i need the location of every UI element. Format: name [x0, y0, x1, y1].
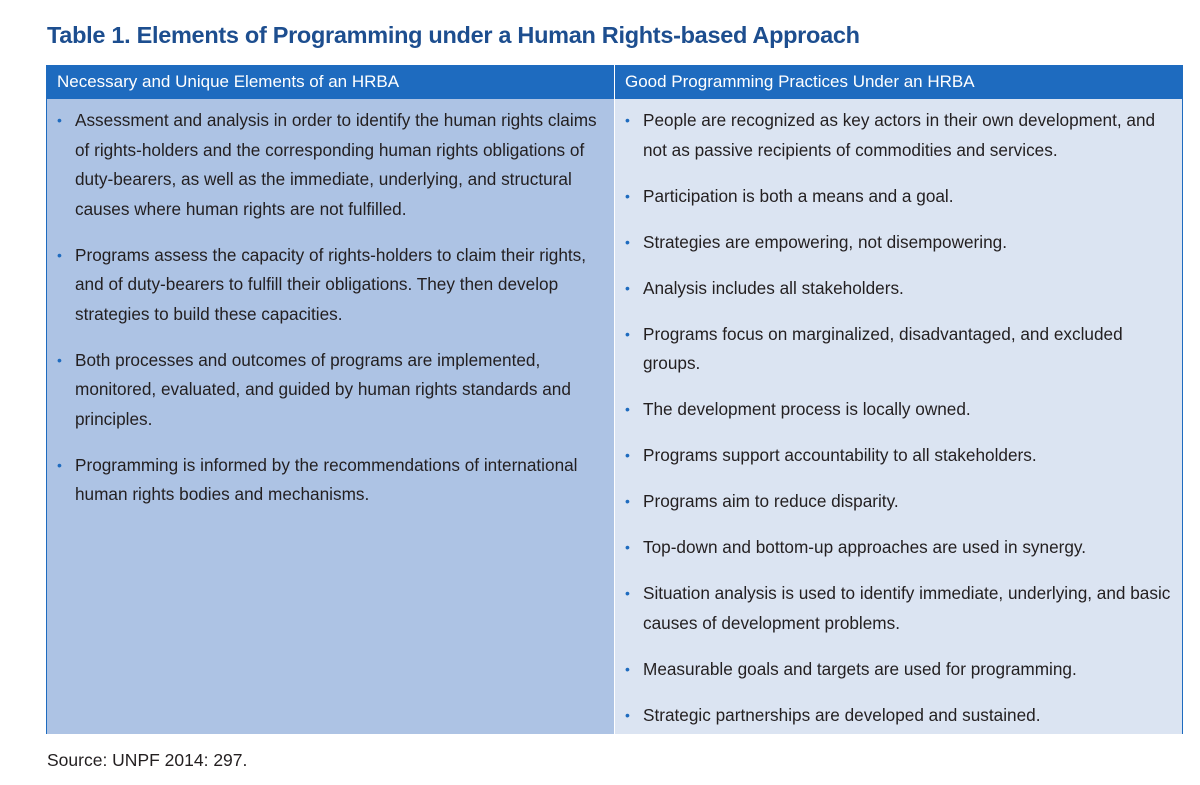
- hrba-table: [46, 65, 1183, 734]
- good-practice-item: [615, 441, 1182, 471]
- bullet-icon: •: [625, 660, 630, 677]
- list-item-text: People are recognized as key actors in their own development, and not as passive recipients of commodities and services.: [643, 110, 1156, 160]
- good-practice-item: [615, 106, 1182, 165]
- table-title: Table 1. Elements of Programming under a Human Rights-based Approach: [47, 22, 860, 48]
- necessary-elements-column: [46, 99, 615, 734]
- list-item-text: Assessment and analysis in order to identify the human rights claims of rights-holders and the corresponding human rights obligations of duty-bearers, as well as the immediate, underlying, and structural causes where human rights are not fulfilled.: [75, 110, 597, 219]
- list-item-text: Both processes and outcomes of programs are implemented, monitored, evaluated, and guided by human rights standards and principles.: [75, 349, 571, 429]
- list-item-text: Measurable goals and targets are used for programming.: [643, 658, 1077, 679]
- list-item-text: Programs assess the capacity of rights-holders to claim their rights, and of duty-bearers to fulfill their obligations. They then develop strategies to build these capacities.: [75, 244, 587, 324]
- good-practices-list: [615, 106, 1182, 730]
- bullet-icon: •: [57, 351, 62, 368]
- necessary-element-item: [47, 451, 614, 510]
- necessary-element-item: [47, 241, 614, 330]
- list-item-text: Programming is informed by the recommendations of international human rights bodies and mechanisms.: [75, 454, 578, 504]
- bullet-icon: •: [625, 325, 630, 342]
- good-practice-item: [615, 228, 1182, 258]
- bullet-icon: •: [625, 447, 630, 463]
- good-practice-item: [615, 579, 1182, 638]
- list-item-text: Programs focus on marginalized, disadvantaged, and excluded groups.: [643, 323, 1123, 373]
- list-item-text: Analysis includes all stakeholders.: [643, 277, 904, 298]
- list-item-text: Strategic partnerships are developed and sustained.: [643, 704, 1041, 725]
- bullet-icon: •: [57, 456, 62, 473]
- list-item-text: Top-down and bottom-up approaches are used in synergy.: [643, 537, 1087, 557]
- bullet-icon: •: [57, 246, 62, 263]
- list-item-text: Programs aim to reduce disparity.: [643, 491, 899, 511]
- bullet-icon: •: [625, 112, 630, 128]
- bullet-icon: •: [625, 233, 630, 250]
- bullet-icon: •: [625, 539, 630, 555]
- good-practice-item: [615, 701, 1182, 731]
- bullet-icon: •: [57, 112, 62, 128]
- good-practices-column: [615, 99, 1183, 734]
- column-header-necessary-elements: Necessary and Unique Elements of an HRBA: [46, 65, 615, 99]
- good-practice-item: [615, 533, 1182, 563]
- good-practice-item: [615, 487, 1182, 517]
- list-item-text: Strategies are empowering, not disempowering.: [643, 231, 1007, 252]
- bullet-icon: •: [625, 706, 630, 723]
- list-item-text: Participation is both a means and a goal.: [643, 185, 954, 206]
- good-practice-item: [615, 182, 1182, 212]
- list-item-text: The development process is locally owned.: [643, 399, 971, 419]
- list-item-text: Situation analysis is used to identify immediate, underlying, and basic causes of development problems.: [643, 583, 1171, 633]
- good-practice-item: [615, 320, 1182, 379]
- good-practice-item: [615, 395, 1182, 425]
- table-header-row: [46, 65, 1183, 99]
- bullet-icon: •: [625, 585, 630, 601]
- column-header-good-practices: Good Programming Practices Under an HRBA: [625, 72, 975, 91]
- list-item-text: Programs support accountability to all stakeholders.: [643, 445, 1037, 465]
- necessary-element-item: [47, 346, 614, 435]
- good-practice-item: [615, 274, 1182, 304]
- good-practice-item: [615, 655, 1182, 685]
- necessary-elements-list: [47, 106, 614, 510]
- bullet-icon: •: [625, 401, 630, 417]
- bullet-icon: •: [625, 279, 630, 296]
- bullet-icon: •: [625, 493, 630, 509]
- bullet-icon: •: [625, 187, 630, 204]
- necessary-element-item: [47, 106, 614, 224]
- source-note: Source: UNPF 2014: 297.: [47, 750, 248, 770]
